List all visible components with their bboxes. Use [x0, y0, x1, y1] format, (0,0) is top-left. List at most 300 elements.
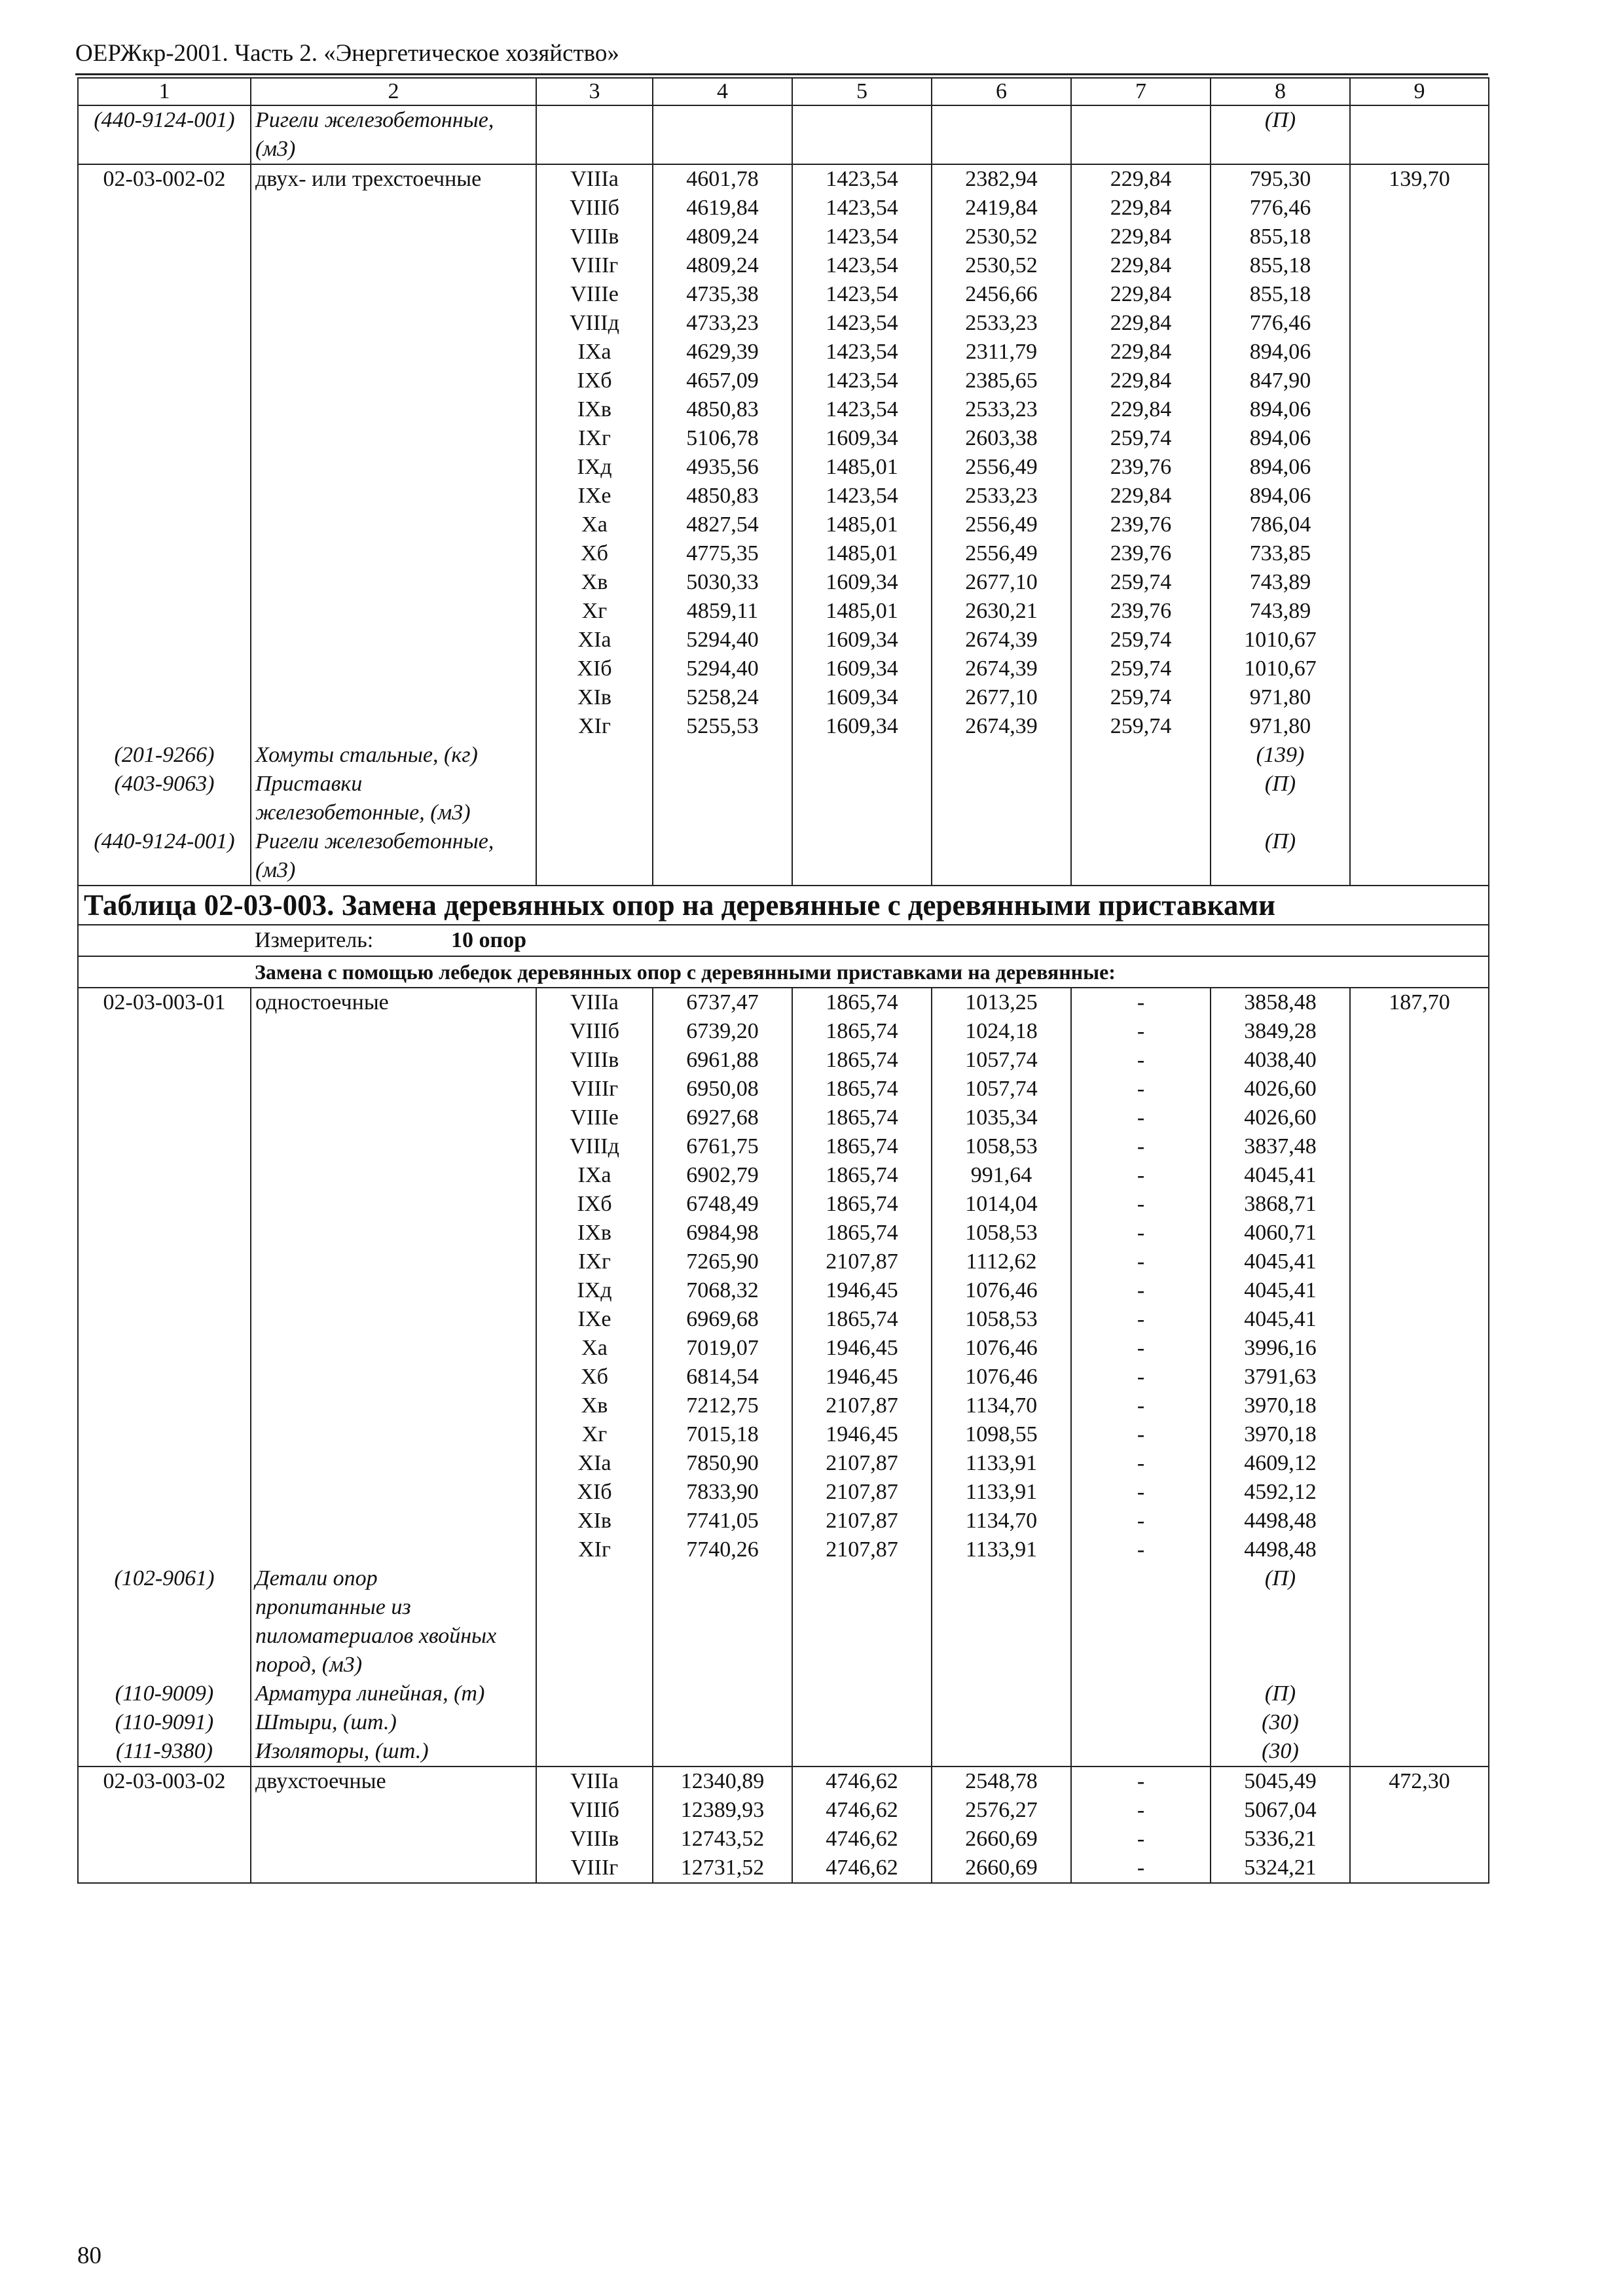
material-name — [251, 1564, 536, 1679]
empty-cell — [653, 827, 792, 886]
zone-cell: IXг — [536, 424, 653, 453]
material-quantity: (П) — [1211, 1679, 1350, 1708]
value-cell: 229,84 — [1071, 164, 1211, 194]
value-cell: 2660,69 — [932, 1825, 1071, 1854]
value-cell: - — [1071, 1767, 1211, 1796]
value-cell: 1865,74 — [792, 988, 932, 1017]
empty-cell — [251, 453, 536, 482]
value-cell: 4045,41 — [1211, 1305, 1350, 1334]
empty-cell — [251, 1017, 536, 1046]
value-cell: 991,64 — [932, 1161, 1071, 1190]
empty-cell — [78, 655, 251, 683]
empty-cell — [251, 1219, 536, 1247]
empty-cell — [251, 1190, 536, 1219]
empty-cell — [251, 1161, 536, 1190]
value-cell: 229,84 — [1071, 482, 1211, 511]
empty-cell — [1350, 539, 1489, 568]
table-row — [78, 1449, 1489, 1478]
value-cell: 2603,38 — [932, 424, 1071, 453]
empty-cell — [653, 741, 792, 770]
col-header: 3 — [536, 78, 653, 105]
empty-cell — [251, 1247, 536, 1276]
table-row — [78, 1535, 1489, 1564]
value-cell: 6927,68 — [653, 1103, 792, 1132]
value-cell: 2556,49 — [932, 511, 1071, 539]
value-cell: 4809,24 — [653, 251, 792, 280]
table-row — [78, 251, 1489, 280]
value-cell: 259,74 — [1071, 655, 1211, 683]
empty-cell — [1350, 1247, 1489, 1276]
empty-cell — [78, 1391, 251, 1420]
value-cell: 786,04 — [1211, 511, 1350, 539]
empty-cell — [78, 424, 251, 453]
value-cell: 1946,45 — [792, 1420, 932, 1449]
empty-cell — [78, 1305, 251, 1334]
zone-cell: XIа — [536, 626, 653, 655]
material-code: (110-9009) — [78, 1679, 251, 1708]
value-cell: 1010,67 — [1211, 626, 1350, 655]
empty-cell — [653, 1679, 792, 1708]
rate-code: 02-03-002-02 — [78, 164, 251, 194]
running-header: ОЕРЖкр-2001. Часть 2. «Энергетическое хозяйство» — [75, 40, 619, 67]
empty-cell — [932, 770, 1071, 827]
material-name-line: Штыри, (шт.) — [255, 1710, 397, 1734]
value-cell: 3970,18 — [1211, 1420, 1350, 1449]
zone-cell: XIв — [536, 1507, 653, 1535]
value-cell: 7850,90 — [653, 1449, 792, 1478]
empty-cell — [251, 511, 536, 539]
rate-name: двух- или трехстоечные — [251, 164, 536, 194]
empty-cell — [1350, 568, 1489, 597]
empty-cell — [78, 194, 251, 223]
value-cell: 2456,66 — [932, 280, 1071, 309]
empty-cell — [1071, 741, 1211, 770]
value-cell: 4657,09 — [653, 367, 792, 395]
empty-cell — [1350, 453, 1489, 482]
empty-cell — [251, 1535, 536, 1564]
material-code: (201-9266) — [78, 741, 251, 770]
table-row — [78, 655, 1489, 683]
empty-cell — [251, 251, 536, 280]
table-row — [78, 1767, 1489, 1796]
value-cell: 2533,23 — [932, 395, 1071, 424]
col-header: 9 — [1350, 78, 1489, 105]
table-row — [78, 1276, 1489, 1305]
empty-cell — [536, 770, 653, 827]
empty-cell — [536, 1564, 653, 1679]
value-cell: 3849,28 — [1211, 1017, 1350, 1046]
value-cell: 239,76 — [1071, 597, 1211, 626]
value-cell: 4746,62 — [792, 1854, 932, 1883]
zone-cell: XIб — [536, 1478, 653, 1507]
empty-cell — [78, 1219, 251, 1247]
value-cell: 5294,40 — [653, 626, 792, 655]
empty-cell — [78, 626, 251, 655]
value-cell: 1865,74 — [792, 1190, 932, 1219]
empty-cell — [1350, 1276, 1489, 1305]
value-cell: 6902,79 — [653, 1161, 792, 1190]
table-row — [78, 1825, 1489, 1854]
value-cell: 4592,12 — [1211, 1478, 1350, 1507]
empty-cell — [78, 925, 251, 956]
value-cell: 1133,91 — [932, 1535, 1071, 1564]
empty-cell — [78, 395, 251, 424]
empty-cell — [251, 309, 536, 338]
value-cell: 259,74 — [1071, 626, 1211, 655]
zone-cell: VIIIа — [536, 164, 653, 194]
value-cell: 1946,45 — [792, 1276, 932, 1305]
empty-cell — [1071, 1708, 1211, 1737]
empty-cell — [251, 367, 536, 395]
material-quantity: (30) — [1211, 1737, 1350, 1767]
empty-cell — [251, 568, 536, 597]
empty-cell — [1071, 1737, 1211, 1767]
empty-cell — [78, 539, 251, 568]
empty-cell — [653, 105, 792, 164]
value-cell: 1865,74 — [792, 1075, 932, 1103]
value-cell: 1423,54 — [792, 395, 932, 424]
table-row — [78, 1363, 1489, 1391]
material-row — [78, 1737, 1489, 1767]
value-cell: 2107,87 — [792, 1449, 932, 1478]
empty-cell — [251, 1854, 536, 1883]
empty-cell — [1350, 741, 1489, 770]
empty-cell — [932, 1708, 1071, 1737]
material-name-line: Арматура линейная, (т) — [255, 1681, 485, 1706]
value-cell: 7212,75 — [653, 1391, 792, 1420]
value-cell: 229,84 — [1071, 194, 1211, 223]
value-cell: - — [1071, 1507, 1211, 1535]
value-cell: 229,84 — [1071, 395, 1211, 424]
empty-cell — [1350, 827, 1489, 886]
empty-cell — [1350, 338, 1489, 367]
value-cell: 894,06 — [1211, 482, 1350, 511]
empty-cell — [251, 597, 536, 626]
value-cell: 1134,70 — [932, 1507, 1071, 1535]
empty-cell — [1350, 770, 1489, 827]
value-cell: 4775,35 — [653, 539, 792, 568]
empty-cell — [1350, 1103, 1489, 1132]
table-row — [78, 424, 1489, 453]
value-cell: 4735,38 — [653, 280, 792, 309]
value-cell: 229,84 — [1071, 367, 1211, 395]
material-name-line: Хомуты стальные, (кг) — [255, 743, 478, 767]
value-cell: 6739,20 — [653, 1017, 792, 1046]
empty-cell — [1350, 1305, 1489, 1334]
value-cell: 5030,33 — [653, 568, 792, 597]
material-name-line: Изоляторы, (шт.) — [255, 1739, 429, 1763]
empty-cell — [78, 1161, 251, 1190]
empty-cell — [792, 105, 932, 164]
material-code: (440-9124-001) — [78, 827, 251, 886]
empty-cell — [251, 1046, 536, 1075]
zone-cell: Xа — [536, 1334, 653, 1363]
empty-cell — [653, 1737, 792, 1767]
value-cell: 1112,62 — [932, 1247, 1071, 1276]
value-cell: 229,84 — [1071, 309, 1211, 338]
value-cell: 1609,34 — [792, 424, 932, 453]
empty-cell — [78, 1363, 251, 1391]
material-code: (102-9061) — [78, 1564, 251, 1679]
value-cell: 6961,88 — [653, 1046, 792, 1075]
empty-cell — [251, 1132, 536, 1161]
value-cell: 2660,69 — [932, 1854, 1071, 1883]
value-cell: 4026,60 — [1211, 1103, 1350, 1132]
table-row — [78, 1219, 1489, 1247]
section-subtitle: Замена с помощью лебедок деревянных опор с деревянными приставками на деревянные: — [251, 956, 1489, 988]
value-cell: 7015,18 — [653, 1420, 792, 1449]
empty-cell — [1350, 1564, 1489, 1679]
value-cell: 1946,45 — [792, 1363, 932, 1391]
empty-cell — [1071, 827, 1211, 886]
empty-cell — [536, 741, 653, 770]
empty-cell — [251, 194, 536, 223]
empty-cell — [78, 1247, 251, 1276]
empty-cell — [78, 511, 251, 539]
value-cell: 1133,91 — [932, 1478, 1071, 1507]
empty-cell — [792, 1564, 932, 1679]
empty-cell — [1350, 1507, 1489, 1535]
empty-cell — [78, 568, 251, 597]
value-cell: 3868,71 — [1211, 1190, 1350, 1219]
value-cell: - — [1071, 1363, 1211, 1391]
value-cell: - — [1071, 1190, 1211, 1219]
value-cell: 239,76 — [1071, 511, 1211, 539]
empty-cell — [251, 1449, 536, 1478]
value-cell: 2556,49 — [932, 539, 1071, 568]
empty-cell — [653, 1564, 792, 1679]
empty-cell — [251, 1507, 536, 1535]
value-cell: 1423,54 — [792, 194, 932, 223]
table-row — [78, 1305, 1489, 1334]
material-name-line: Ригели железобетонные, — [255, 108, 494, 132]
value-cell: 1946,45 — [792, 1334, 932, 1363]
value-cell: - — [1071, 1391, 1211, 1420]
value-cell: 1609,34 — [792, 568, 932, 597]
empty-cell — [1350, 1679, 1489, 1708]
value-cell: - — [1071, 1017, 1211, 1046]
value-cell: 1058,53 — [932, 1305, 1071, 1334]
empty-cell — [1350, 1825, 1489, 1854]
material-name — [251, 827, 536, 886]
material-row — [78, 741, 1489, 770]
table-row — [78, 367, 1489, 395]
material-code: (110-9091) — [78, 1708, 251, 1737]
empty-cell — [1350, 683, 1489, 712]
col-header: 7 — [1071, 78, 1211, 105]
empty-cell — [251, 1276, 536, 1305]
value-cell: 1609,34 — [792, 712, 932, 741]
table-row — [78, 683, 1489, 712]
table-row — [78, 626, 1489, 655]
empty-cell — [1350, 1708, 1489, 1737]
table-row — [78, 223, 1489, 251]
value-cell: 2533,23 — [932, 482, 1071, 511]
material-name — [251, 1679, 536, 1708]
value-cell: - — [1071, 1854, 1211, 1883]
empty-cell — [78, 1825, 251, 1854]
empty-cell — [78, 597, 251, 626]
material-name-line: железобетонные, (м3) — [255, 800, 471, 825]
rate-code: 02-03-003-01 — [78, 988, 251, 1017]
value-cell: 5106,78 — [653, 424, 792, 453]
material-row — [78, 1679, 1489, 1708]
table-row — [78, 1046, 1489, 1075]
material-name — [251, 1708, 536, 1737]
empty-cell — [78, 251, 251, 280]
empty-cell — [78, 1103, 251, 1132]
value-cell: 239,76 — [1071, 539, 1211, 568]
zone-cell: XIб — [536, 655, 653, 683]
material-name-line: пород, (м3) — [255, 1653, 363, 1677]
value-cell: 2382,94 — [932, 164, 1071, 194]
empty-cell — [536, 1737, 653, 1767]
empty-cell — [1350, 597, 1489, 626]
value-cell: 1058,53 — [932, 1132, 1071, 1161]
zone-cell: VIIIв — [536, 1046, 653, 1075]
material-row — [78, 1564, 1489, 1679]
col-header: 8 — [1211, 78, 1350, 105]
value-cell: 229,84 — [1071, 338, 1211, 367]
table-row — [78, 338, 1489, 367]
value-cell: 1423,54 — [792, 309, 932, 338]
empty-cell — [1350, 223, 1489, 251]
value-cell: 12340,89 — [653, 1767, 792, 1796]
empty-cell — [1350, 511, 1489, 539]
value-cell: 4498,48 — [1211, 1535, 1350, 1564]
table-row — [78, 395, 1489, 424]
zone-cell: VIIIб — [536, 194, 653, 223]
value-cell: 259,74 — [1071, 424, 1211, 453]
value-cell: 7833,90 — [653, 1478, 792, 1507]
material-name-line: (м3) — [255, 858, 296, 882]
empty-cell — [1350, 1075, 1489, 1103]
table-row — [78, 1190, 1489, 1219]
value-cell: 1485,01 — [792, 453, 932, 482]
empty-cell — [792, 1737, 932, 1767]
empty-cell — [78, 956, 251, 988]
value-cell: 4850,83 — [653, 482, 792, 511]
empty-cell — [932, 1564, 1071, 1679]
empty-cell — [792, 827, 932, 886]
value-cell: 239,76 — [1071, 453, 1211, 482]
value-cell: 229,84 — [1071, 280, 1211, 309]
value-cell: 1865,74 — [792, 1305, 932, 1334]
value-cell: 971,80 — [1211, 712, 1350, 741]
value-cell: 5045,49 — [1211, 1767, 1350, 1796]
table-row — [78, 597, 1489, 626]
zone-cell: Xг — [536, 597, 653, 626]
empty-cell — [78, 453, 251, 482]
zone-cell: VIIIг — [536, 251, 653, 280]
value-cell: 2556,49 — [932, 453, 1071, 482]
section-subtitle-row — [78, 956, 1489, 988]
table-row — [78, 712, 1489, 741]
empty-cell — [1350, 1796, 1489, 1825]
value-cell: 1076,46 — [932, 1363, 1071, 1391]
empty-cell — [251, 482, 536, 511]
empty-cell — [1350, 1132, 1489, 1161]
table-row — [78, 1132, 1489, 1161]
material-name — [251, 1737, 536, 1767]
table-title-row — [78, 886, 1489, 925]
value-cell: - — [1071, 1075, 1211, 1103]
value-cell: - — [1071, 1276, 1211, 1305]
zone-cell: IXв — [536, 1219, 653, 1247]
value-cell: 4746,62 — [792, 1825, 932, 1854]
empty-cell — [1350, 712, 1489, 741]
value-cell: 1485,01 — [792, 511, 932, 539]
value-cell: 6984,98 — [653, 1219, 792, 1247]
zone-cell: IXа — [536, 1161, 653, 1190]
value-cell: 7265,90 — [653, 1247, 792, 1276]
value-cell: - — [1071, 1535, 1211, 1564]
value-cell: 894,06 — [1211, 453, 1350, 482]
value-cell: 4859,11 — [653, 597, 792, 626]
value-cell: 4045,41 — [1211, 1247, 1350, 1276]
meter-value: 10 опор — [451, 928, 526, 952]
value-cell: 5336,21 — [1211, 1825, 1350, 1854]
material-name-line: (м3) — [255, 137, 296, 161]
value-cell: 12731,52 — [653, 1854, 792, 1883]
value-cell: 2674,39 — [932, 655, 1071, 683]
empty-cell — [251, 1391, 536, 1420]
table-row — [78, 1796, 1489, 1825]
material-name-line: пиломатериалов хвойных — [255, 1624, 497, 1648]
zone-cell: IXд — [536, 1276, 653, 1305]
meter-cell — [251, 925, 1489, 956]
value-cell: 5324,21 — [1211, 1854, 1350, 1883]
value-cell: 2674,39 — [932, 626, 1071, 655]
table-row — [78, 1017, 1489, 1046]
value-cell: 855,18 — [1211, 251, 1350, 280]
empty-cell — [536, 105, 653, 164]
value-cell: 4609,12 — [1211, 1449, 1350, 1478]
value-cell: 2107,87 — [792, 1535, 932, 1564]
empty-cell — [251, 1796, 536, 1825]
empty-cell — [78, 1017, 251, 1046]
material-name-line: пропитанные из — [255, 1595, 411, 1619]
empty-cell — [1350, 482, 1489, 511]
value-cell: 743,89 — [1211, 568, 1350, 597]
empty-cell — [78, 1075, 251, 1103]
value-cell: - — [1071, 1825, 1211, 1854]
value-cell: 229,84 — [1071, 251, 1211, 280]
value-cell: 1057,74 — [932, 1046, 1071, 1075]
table-row — [78, 1075, 1489, 1103]
table-row — [78, 1334, 1489, 1363]
value-cell: 7019,07 — [653, 1334, 792, 1363]
value-cell: 4045,41 — [1211, 1276, 1350, 1305]
value-cell: 2674,39 — [932, 712, 1071, 741]
material-code: (403-9063) — [78, 770, 251, 827]
empty-cell — [251, 395, 536, 424]
zone-cell: VIIIв — [536, 1825, 653, 1854]
material-code: (440-9124-001) — [78, 105, 251, 164]
empty-cell — [251, 1420, 536, 1449]
value-cell: 2385,65 — [932, 367, 1071, 395]
norm-value: 187,70 — [1350, 988, 1489, 1017]
zone-cell: VIIIг — [536, 1075, 653, 1103]
empty-cell — [792, 741, 932, 770]
empty-cell — [536, 827, 653, 886]
empty-cell — [251, 712, 536, 741]
value-cell: 1058,53 — [932, 1219, 1071, 1247]
empty-cell — [78, 1854, 251, 1883]
table-row — [78, 1161, 1489, 1190]
empty-cell — [1350, 655, 1489, 683]
empty-cell — [78, 482, 251, 511]
